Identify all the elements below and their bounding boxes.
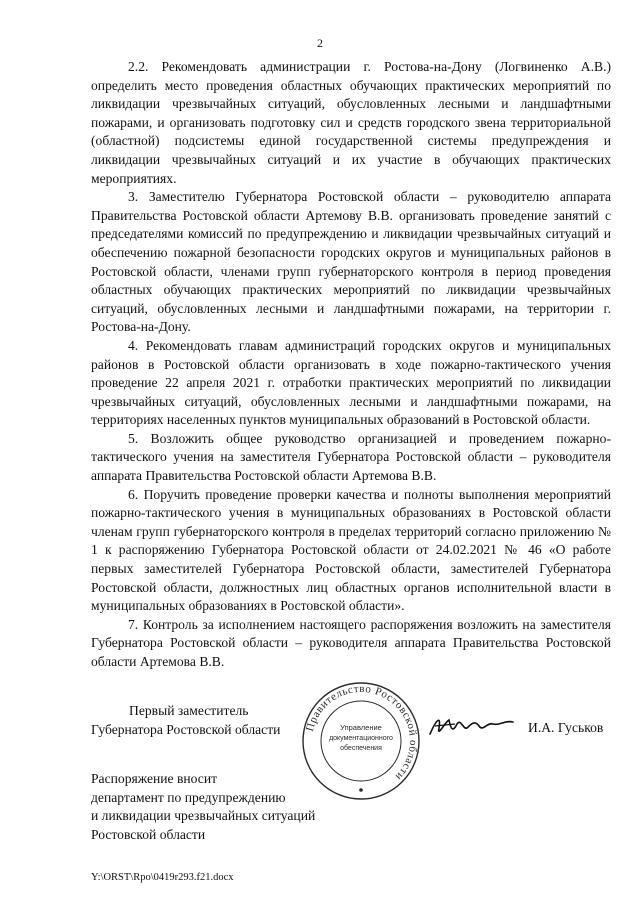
paragraph-4: 4. Рекомендовать главам администраций городских округов и муниципальных районов в Ростовской области организовать в ходе пожарно-тактического учения проведение 22 апреля 2021 г. отработки практических мероприятий по ликвидации чрезвычайных ситуаций, обусловленных лесными и ландшафтными пожарами, на территориях населенных пунктов муниципальных образований в Ростовской области. — [91, 337, 611, 428]
signatory-title — [91, 701, 280, 739]
paragraph-7: 7. Контроль за исполнением настоящего распоряжения возложить на заместителя Губернатора Ростовской области – руководителя аппарата Правительства Ростовской области Артемова В.В. — [91, 616, 611, 669]
author-note-line2: департамент по предупреждению — [91, 789, 286, 805]
paragraph-5: 5. Возложить общее руководство организацией и проведением пожарно-тактического учения на заместителя Губернатора Ростовской области – руководителя аппарата Правительства Ростовской области Артемова В.В. — [91, 430, 611, 484]
seal-inner-line1: Управление — [340, 723, 382, 732]
author-note-line1: Распоряжение вносит — [91, 771, 218, 786]
signatory-title-line2: Губернатора Ростовской области — [91, 722, 281, 737]
document-body — [91, 58, 611, 672]
paragraph-6: 6. Поручить проведение проверки качества и полноты выполнения мероприятий пожарно-тактического учения в муниципальных образованиях в Ростовской области членам групп губернаторского контроля в пределах территорий согласно приложению № 1 к распоряжению Губернатора Ростовской области от 24.02.2021 № 46 «О работе первых заместителей Губернатора Ростовской области, заместителей Губернатора Ростовской области, должностных лиц областных органов исполнительной власти в муниципальных образованиях в Ростовской области». — [91, 486, 611, 614]
page-number: 2 — [317, 36, 323, 50]
author-note — [91, 770, 315, 844]
author-note-line4: Ростовской области — [91, 826, 206, 842]
handwritten-signature — [427, 712, 517, 742]
seal-inner-line2: документационного — [329, 735, 393, 742]
author-note-line3: и ликвидации чрезвычайных ситуаций — [91, 808, 316, 824]
signatory-name: И.А. Гуськов — [528, 720, 604, 735]
signatory-title-line1: Первый заместитель — [129, 703, 249, 718]
seal-inner-line3: обеспечения — [340, 745, 382, 752]
paragraph-3: 3. Заместителю Губернатора Ростовской области – руководителю аппарата Правительства Ростовской области Артемову В.В. организовать проведение занятий с председателями комиссий по предупреждению и ликвидации чрезвычайных ситуаций и обеспечению пожарной безопасности городских округов и муниципальных районов в Ростовской области, членами групп губернаторского контроля в период проведения областных обучающих практических мероприятий по ликвидации чрезвычайных ситуаций, обусловленных лесными и ландшафтными пожарами, на территории г. Ростова-на-Дону. — [91, 189, 611, 335]
paragraph-2-2: 2.2. Рекомендовать администрации г. Ростова-на-Дону (Логвиненко А.В.) определить место проведения областных обучающих практических мероприятий по ликвидации чрезвычайных ситуаций, обусловленных лесными и ландшафтными пожарами, и организовать подготовку сил и средств городского звена территориальной (областной) подсистемы единой государственной системы предупреждения и ликвидации чрезвычайных ситуаций и их участие в обучающих практических мероприятиях. — [91, 59, 611, 186]
file-path: Y:\ORST\Rpo\0419r293.f21.docx — [91, 872, 234, 883]
official-seal — [300, 680, 422, 802]
seal-ring-text: Правительство Ростовской области — [304, 682, 420, 783]
seal-star — [359, 788, 363, 792]
